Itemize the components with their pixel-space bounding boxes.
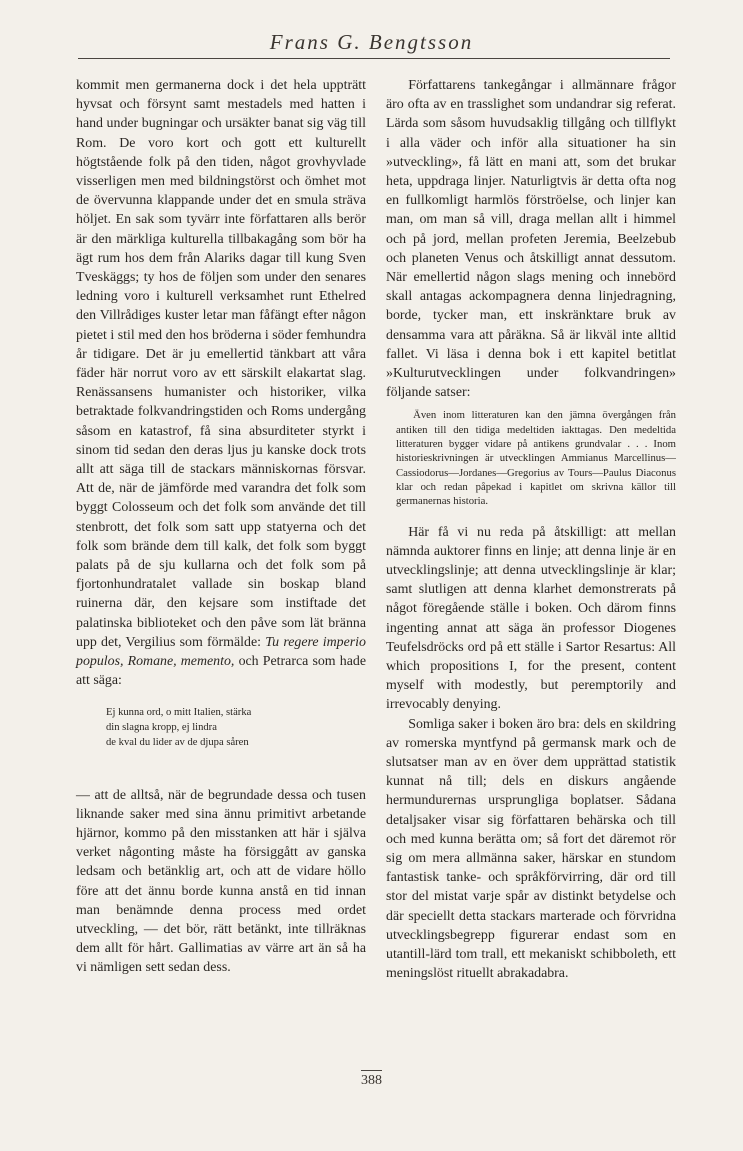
- left-paragraph-1-text: kommit men germanerna dock i det hela uppträtt hyvsat och försynt samt mestadels med hatten i hand under bugningar och ursäkter banat sig väg till Rom. De voro kort och gott ett kulturellt högtstående folk på den tiden, något grovhyvlade visserligen men med bildningstörst och ömhet mot de övervunna klappande under det en smula sträva höljet. En sak som tyvärr inte författaren alls berör är den märkliga kulturella tillbakagång som bör ha ägt rum hos dem från Alariks dagar till kung Sven Tveskäggs; ty hos de följen som under den senares ledning voro i kulturell verksamhet runt Ethelred den Villrådiges kuster letar man fåfängt efter någon pietet i stil med den hos bröderna i söder femhundra år tidigare. Det är ju emellertid tänkbart att våra fäder här norrut voro av ett särskilt elakartat slag. Renässansens humanister och historiker, vilka betraktade folkvandringstiden och Roms undergång såsom en katastrof, få sina absurditeter styrkt i sinom tid sedan den deras ljus ju kanske dock trots allt att säga till de stackars människornas försvar. Att de, när de jämförde med varandra det folk som byggt Colosseum och det folk som använde det till stenbrott, det folk som satt upp statyerna och det folk som brände dem till kalk, det folk som byggt palats på de sju kullarna och det folk som på fjortonhundratalet vallade sin boskap bland ruinerna där, den kejsare som instiftade det palatinska biblioteket och den påve som lät bränna upp det, Vergilius som förmälde:: [76, 78, 366, 650]
- left-paragraph-2: — att de alltså, när de begrundade dessa och tusen liknande saker med sina ännu primitivt arbetande hjärnor, kommo på den misstanken att här i själva verket någonting måste ha försiggått av ganska ledsam och betänklig art, och att de vidare höllo före att det ännu borde kunna anstå en tid innan man benämnde denna process med ordet utveckling, — det bör, rätt betänkt, inte tillräknas dem allt för hårt. Gallimatias av värre art än så ha vi nämligen sett sedan dess.: [76, 787, 366, 976]
- verse-quotation: [106, 705, 366, 750]
- page-number: [0, 1070, 743, 1089]
- verse-line: de kval du lider av de djupa såren: [106, 736, 249, 748]
- right-paragraph-1: Författarens tankegångar i allmännare frågor äro ofta av en trasslighet som undandrar sig referat. Lärda som såsom huvudsaklig tillgång och tillflykt i alla väder och inför alla situationer ha sin »utveckling», få lätt en mani att, som det brukar heta, uppdraga linjer. Naturligtvis är detta ofta nog en fullkomligt harmlös förströelse, och linjer kan man, om man så vill, draga mellan allt i himmel och på jord, mellan profeten Jeremia, Beelzebub och planeten Venus och åtskilligt annat dessutom. När emellertid någon slags mening och innebörd skall antagas ackompagnera denna linjedragning, borde, tycker man, ett inskränktare bruk av densamma vara att påräkna. Så är likväl inte alltid fallet. Vi läsa i denna bok i ett kapitel betitlat »Kulturutvecklingen under folkvandringen» följande satser:: [386, 78, 676, 401]
- verse-line: din slagna kropp, ej lindra: [106, 721, 217, 733]
- latin-quotation: Tu regere imperio populos, Romane, memento,: [76, 634, 366, 670]
- right-column: [386, 76, 676, 983]
- right-paragraph-2: Här få vi nu reda på åtskilligt: att mellan nämnda auktorer finns en linje; att denna linje är en utvecklingslinje; att denna utvecklingslinje är klar; samt slutligen att denna klarhet demonstrerats på något föregående ställe i boken. Och därom finns ingenting annat att säga än professor Diogenes Teufelsdröcks ord på ett ställe i Sartor Resartus: All which propositions I, for the present, content myself with modestly, but peremptorily and irrevocably denying.: [386, 524, 676, 713]
- block-quotation: [396, 408, 676, 508]
- right-paragraph-3: Somliga saker i boken äro bra: dels en skildring av romerska myntfynd på germansk mark och de slutsatser man av en över dem upprättad statistik kunnat nå till; dels en diskurs angående hermundurernas ursprungliga boplatser. Sådana detaljsaker visar sig författaren behärska och till och med kunna berätta om; så fort det däremot rör sig om mera allmänna saker, härskar en stundom fantastisk tanke- och språkförvirring, där ord till stor del mistat varje spår av distinkt betydelse och där speciellt detta stackars marterade och förvridna utvecklingsbegrepp figurerar endast som en utantill-lärd tom trall, ett mekaniskt schibboleth, ett meningslöst rituellt abrakadabra.: [386, 716, 676, 982]
- left-paragraph-1-end: och Petrarca som hade att säga:: [76, 654, 366, 689]
- block-quotation-text: Även inom litteraturen kan den jämna övergången från antiken till den tidiga medeltiden iakttagas. Den medeltida litteraturen bygger vidare på antikens grundvalar . . . Inom historieskrivningen är utvecklingen Ammianus Marcellinus—Cassiodorus—Jordanes—Gregorius av Tours—Paulus Diaconus klar och redan påpekad i kapitlet om skrivna källor till germanernas historia.: [396, 409, 676, 508]
- verse-line: Ej kunna ord, o mitt Italien, stärka: [106, 706, 252, 718]
- running-title: Frans G. Bengtsson: [269, 30, 474, 54]
- page-number-text: 388: [361, 1070, 382, 1089]
- left-paragraph-1: [76, 76, 366, 691]
- header-rule: [78, 58, 670, 59]
- left-column: [76, 76, 366, 978]
